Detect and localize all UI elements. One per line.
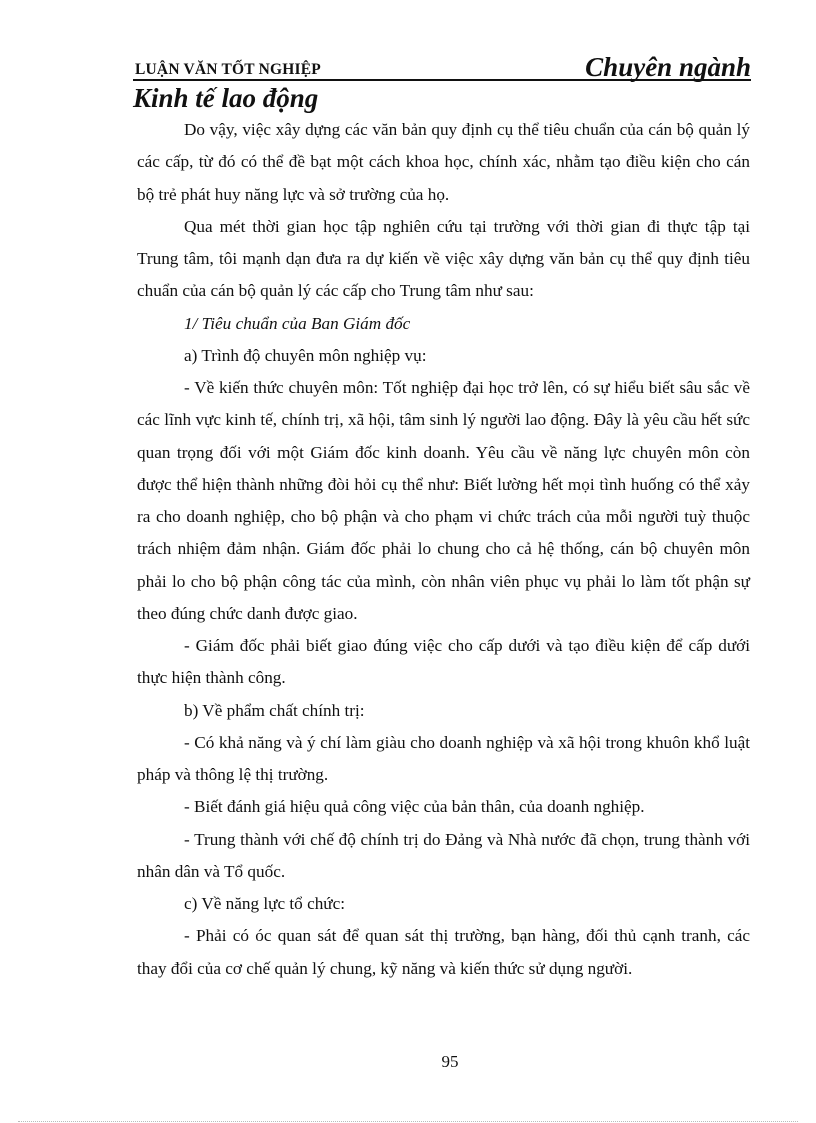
paragraph: - Trung thành với chế độ chính trị do Đảng và Nhà nước đã chọn, trung thành với nhân dân và Tổ quốc. (137, 829, 750, 881)
header-rule (133, 79, 751, 81)
paragraph: Do vậy, việc xây dựng các văn bản quy định cụ thể tiêu chuẩn của cán bộ quản lý các cấp, từ đó có thể đề bạt một cách khoa học, chính xác, nhằm tạo điều kiện cho cán bộ trẻ phát huy năng lực và sở trường của họ. (137, 120, 750, 204)
document-body (137, 114, 750, 985)
page-number: 95 (441, 1052, 459, 1071)
page-bottom-rule (18, 1121, 798, 1122)
section-heading: 1/ Tiêu chuẩn của Ban Giám đốc (184, 313, 411, 333)
thesis-label: LUẬN VĂN TỐT NGHIỆP (135, 61, 321, 78)
paragraph: Qua mét thời gian học tập nghiên cứu tại trường với thời gian đi thực tập tại Trung tâm, tôi mạnh dạn đưa ra dự kiến về việc xây dựng văn bản cụ thể quy định tiêu chuẩn của cán bộ quản lý các cấp cho Trung tâm như sau: (137, 216, 750, 301)
paragraph: - Giám đốc phải biết giao đúng việc cho cấp dưới và tạo điều kiện để cấp dưới thực hiện thành công. (137, 636, 750, 688)
paragraph: - Về kiến thức chuyên môn: Tốt nghiệp đại học trở lên, có sự hiểu biết sâu sắc về các lĩnh vực kinh tế, chính trị, xã hội, tâm sinh lý người lao động. Đây là yêu cầu hết sức quan trọng đối với một Giám đốc kinh doanh. Yêu cầu về năng lực chuyên môn còn được thể hiện thành những đòi hỏi cụ thể như: Biết lường hết mọi tình huống có thể xảy ra cho doanh nghiệp, cho bộ phận và cho phạm vi chức trách của mỗi người tuỳ thuộc trách nhiệm đảm nhận. Giám đốc phải lo chung cho cả hệ thống, cán bộ chuyên môn phải lo cho bộ phận công tác của mình, còn nhân viên phục vụ phải lo làm tốt phận sự theo đúng chức danh được giao. (137, 378, 750, 623)
major-name: Kinh tế lao động (133, 83, 319, 113)
subsection-heading: b) Về phẩm chất chính trị: (184, 700, 365, 720)
paragraph: - Biết đánh giá hiệu quả công việc của bản thân, của doanh nghiệp. (184, 797, 645, 817)
paragraph: - Phải có óc quan sát để quan sát thị trường, bạn hàng, đối thủ cạnh tranh, các thay đổi của cơ chế quản lý chung, kỹ năng và kiến thức sử dụng người. (137, 926, 750, 978)
subsection-heading: a) Trình độ chuyên môn nghiệp vụ: (184, 345, 427, 365)
major-label: Chuyên ngành (585, 52, 751, 82)
paragraph: - Có khả năng và ý chí làm giàu cho doanh nghiệp và xã hội trong khuôn khổ luật pháp và thông lệ thị trường. (137, 732, 750, 784)
header-bar (133, 52, 751, 82)
subsection-heading: c) Về năng lực tổ chức: (184, 894, 346, 913)
